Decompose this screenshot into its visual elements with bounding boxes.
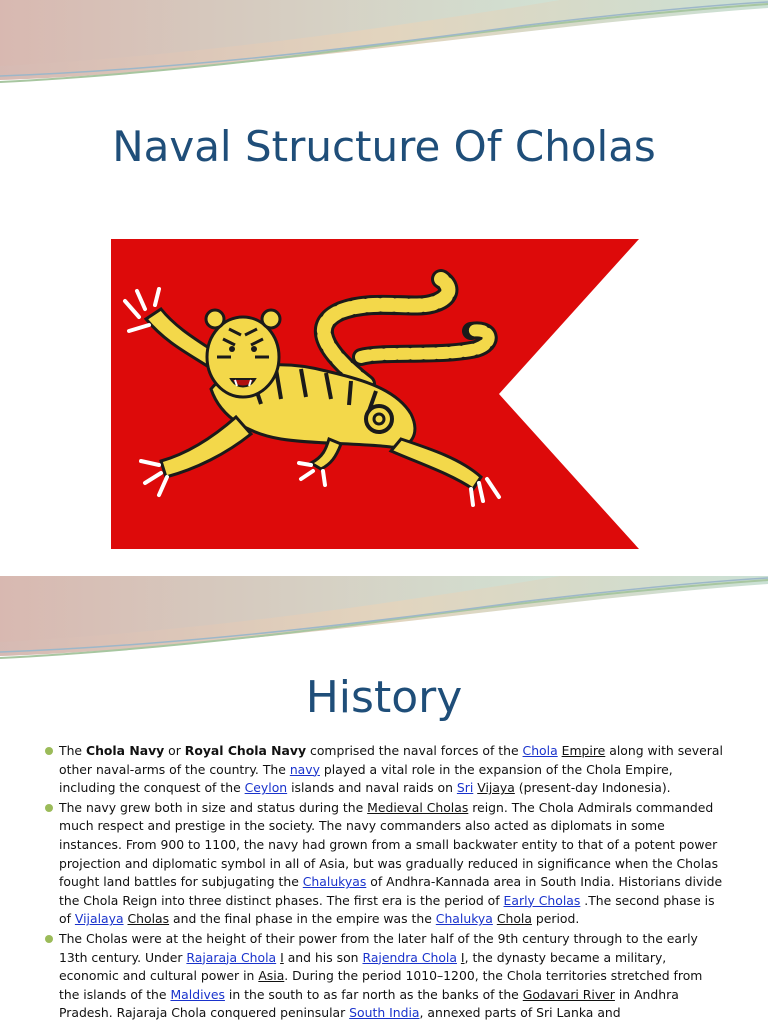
- text: (present-day Indonesia).: [514, 780, 671, 796]
- text: islands and naval raids on: [287, 780, 457, 796]
- text: or: [164, 743, 185, 758]
- link-chalukya[interactable]: Chalukya: [435, 911, 493, 927]
- text: reign. The Chola Admirals commanded much respect and prestige in the society. The navy commanders also acted as diplomats in some instances. From 900 to 1100, the navy had grown from a small backwater entity to that of a potent power projection and diplomatic symbol in all of Asia, but was gradually reduced in significance when the Cholas fought land battles for subjugating the: [59, 799, 719, 890]
- link-godavari-river[interactable]: Godavari River: [522, 986, 615, 1002]
- text: The navy grew both in size and status during the: [59, 799, 368, 815]
- link-i[interactable]: I: [460, 949, 465, 965]
- text: and his son: [283, 949, 363, 965]
- link-i[interactable]: I: [280, 949, 284, 965]
- bullet-item-1: [44, 742, 724, 798]
- bold-text: Chola Navy: [85, 743, 165, 758]
- link-ceylon[interactable]: Ceylon: [244, 780, 288, 796]
- link-medieval-cholas[interactable]: Medieval Cholas: [367, 799, 469, 815]
- link-chola[interactable]: Chola: [522, 743, 558, 758]
- decorative-swoosh-header: [0, 576, 768, 666]
- link-empire[interactable]: Empire: [561, 743, 606, 758]
- link-cholas[interactable]: Cholas: [127, 911, 170, 927]
- text: , annexed parts of Sri Lanka and: [419, 1005, 621, 1021]
- text: , the dynasty became a military, economic and cultural power in: [59, 949, 667, 984]
- text: .The second phase is of: [59, 892, 715, 927]
- text: period.: [531, 911, 580, 927]
- link-chalukyas[interactable]: Chalukyas: [302, 874, 367, 890]
- text: in Andhra Pradesh. Rajaraja Chola conquered peninsular: [59, 986, 679, 1021]
- bullet-list: [44, 742, 724, 1024]
- link-maldives[interactable]: Maldives: [170, 986, 225, 1002]
- link-vijalaya[interactable]: Vijalaya: [74, 911, 124, 927]
- bullet-dot-icon: [45, 804, 53, 812]
- text: of Andhra-Kannada area in South India. Historians divide the Chola Reign into three distinct phases. The first era is the period of: [59, 874, 723, 908]
- text: in the south to as far north as the banks of the: [224, 986, 523, 1002]
- bullet-item-3: [44, 930, 724, 1023]
- text: along with several other naval-arms of the country. The: [59, 743, 723, 777]
- link-navy[interactable]: navy: [289, 761, 320, 777]
- text: . During the period 1010–1200, the Chola territories stretched from the islands of the: [59, 968, 703, 1002]
- bold-text: Royal Chola Navy: [184, 743, 307, 758]
- text: The Cholas were at the height of their power from the later half of the 9th century through to the early 13th century. Under: [59, 930, 698, 965]
- link-south-india[interactable]: South India: [349, 1005, 420, 1021]
- slide-title-text: Naval Structure Of Cholas: [112, 122, 656, 171]
- chola-tiger-flag-icon: [111, 239, 639, 549]
- text: comprised the naval forces of the: [306, 743, 523, 758]
- text: played a vital role in the expansion of the Chola Empire, including the conquest of the: [59, 761, 673, 796]
- bullet-dot-icon: [45, 935, 53, 943]
- link-rajendra-chola[interactable]: Rajendra Chola: [362, 949, 457, 965]
- bullet-item-2: [44, 799, 724, 929]
- link-rajaraja-chola[interactable]: Rajaraja Chola: [186, 949, 277, 965]
- text: and the final phase in the empire was the: [169, 911, 436, 927]
- text: The: [59, 743, 86, 758]
- link-early-cholas[interactable]: Early Cholas: [503, 892, 581, 908]
- slide-history: [0, 576, 768, 1024]
- slide-title-text: History: [305, 672, 463, 723]
- link-vijaya[interactable]: Vijaya: [477, 780, 515, 796]
- link-sri[interactable]: Sri: [456, 780, 474, 796]
- link-asia[interactable]: Asia: [258, 968, 285, 984]
- decorative-swoosh-header: [0, 0, 768, 90]
- bullet-dot-icon: [45, 747, 53, 755]
- link-chola[interactable]: Chola: [496, 911, 532, 927]
